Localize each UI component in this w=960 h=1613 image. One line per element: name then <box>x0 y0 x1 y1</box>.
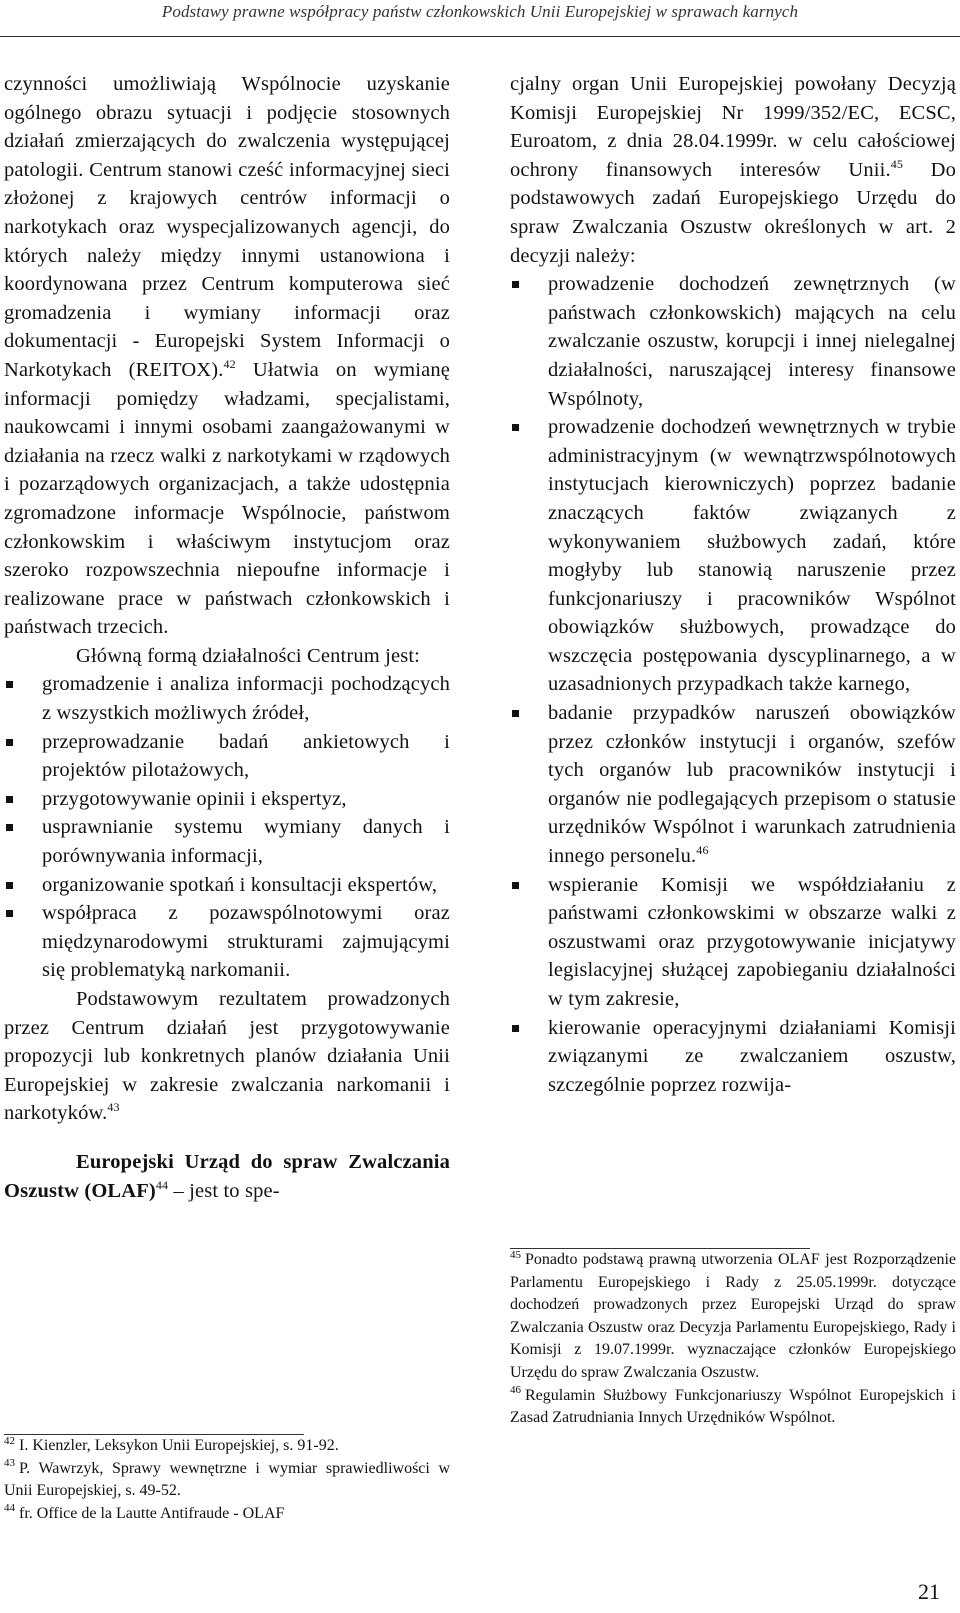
section-heading-tail: – jest to spe- <box>168 1179 280 1202</box>
list-item <box>510 270 956 413</box>
running-header: Podstawy prawne współpracy państw członkowskich Unii Europejskiej w sprawach karnych <box>161 2 799 21</box>
footnote-42 <box>4 1435 450 1458</box>
list-item <box>510 871 956 1014</box>
footnote-text: fr. Office de la Lautte Antifraude - OLAF <box>19 1504 285 1522</box>
left-column <box>4 70 450 1205</box>
footnote-ref-43[interactable]: 43 <box>107 1100 120 1115</box>
footnote-number: 45 <box>510 1248 521 1261</box>
list-item-text: prowadzenie dochodzeń wewnętrznych w trybie administracyjnym (w wewnątrzwspólnotowych instytucjach kierowniczych) poprzez badanie znaczących faktów związanych z wykonywaniem służbowych zadań, które mogłyby lub stanowią naruszenie przez funkcjonariuszy i pracowników Wspólnot obowiązków służbowych, prowadzące do wszczęcia postępowania dyscyplinarnego, a w uzasadnionych przypadkach także karnego, <box>548 416 956 696</box>
olaf-paragraph <box>510 70 956 270</box>
paragraph-1-tail: Ułatwia on wymianę informacji pomiędzy władzami, specjalistami, naukowcami i innymi osobami zaangażowanymi w działania na rzecz walki z narkotykami w rządowych i pozarządowych organizacjach, a także udostępnia zgromadzone informacje Wspólnocie, państwom członkowskim i właściwym instytucjom oraz szeroko rozpowszechnia niepoufne informacje i realizowane prace w państwach członkowskich i państwach trzecich. <box>4 358 450 639</box>
footnote-ref-44[interactable]: 44 <box>155 1177 169 1192</box>
activities-list <box>4 670 450 985</box>
paragraph-3 <box>4 985 450 1128</box>
list-item-text: wspieranie Komisji we współdziałaniu z państwami członkowskimi w obszarze walki z oszustwami oraz przygotowywanie inicjatywy legislacyjnej służącej zapobieganiu działalności w tym zakresie, <box>548 873 956 1010</box>
list-item-text: badanie przypadków naruszeń obowiązków przez członków instytucji i organów, szefów tych organów lub pracowników instytucji i organów nie podlegających przepisom o statusie urzędników Wspólnot i warunkach zatrudnienia innego personelu. <box>548 702 956 868</box>
right-column <box>510 70 956 1099</box>
footnote-number: 42 <box>4 1434 15 1447</box>
right-footnotes <box>510 1248 956 1430</box>
footnote-text: P. Wawrzyk, Sprawy wewnętrzne i wymiar sprawiedliwości w Unii Europejskiej, s. 49-52. <box>4 1459 450 1500</box>
page-number: 21 <box>918 1579 940 1604</box>
list-item: gromadzenie i analiza informacji pochodzących z wszystkich możliwych źródeł, <box>4 670 450 727</box>
list-item: przeprowadzanie badań ankietowych i projektów pilotażowych, <box>4 728 450 785</box>
footnote-44 <box>4 1503 450 1526</box>
paragraph-1 <box>4 70 450 642</box>
footnote-number: 44 <box>4 1502 15 1515</box>
footnote-text: Regulamin Służbowy Funkcjonariuszy Wspólnot Europejskich i Zasad Zatrudniania Innych Urzędników Wspólnot. <box>510 1386 956 1427</box>
header-rule <box>0 36 960 37</box>
section-heading-olaf <box>4 1148 450 1205</box>
paragraph-3-text: Podstawowym rezultatem prowadzonych przez Centrum działań jest przygotowywanie propozycji lub konkretnych planów działania Unii Europejskiej w zakresie zwalczania narkomanii i narkotyków. <box>4 988 450 1125</box>
footnote-ref-45[interactable]: 45 <box>890 156 904 171</box>
footnote-text: Ponadto podstawą prawną utworzenia OLAF jest Rozporządzenie Parlamentu Europejskiego i Rady z 25.05.1999r. dotyczące dochodzeń prowadzonych przez Europejski Urząd do spraw Zwalczania Oszustw oraz Decyzja Parlamentu Europejskiego, Rady i Komisji z 19.07.1999r. wyznaczające członków Europejskiego Urzędu do spraw Zwalczania Oszustw. <box>510 1251 956 1381</box>
list-item: usprawnianie systemu wymiany danych i porównywania informacji, <box>4 813 450 870</box>
section-heading-title: Europejski Urząd do spraw Zwalczania Oszustw (OLAF) <box>4 1150 450 1202</box>
list-item-text: prowadzenie dochodzeń zewnętrznych (w państwach członkowskich) mających na celu zwalczanie oszustw, korupcji i innej nielegalnej działalności, naruszającej interesy finansowe Wspólnoty, <box>548 273 956 410</box>
list-item <box>510 699 956 871</box>
left-footnotes <box>4 1434 450 1525</box>
list-item: współpraca z pozawspólnotowymi oraz międzynarodowymi strukturami zajmującymi się problematyką narkomanii. <box>4 899 450 985</box>
footnote-number: 46 <box>510 1384 521 1397</box>
olaf-paragraph-text: cjalny organ Unii Europejskiej powołany Decyzją Komisji Europejskiej Nr 1999/352/EC, ECSC, Euroatom, z dnia 28.04.1999r. w celu całościowej ochrony finansowych interesów Unii. <box>510 73 956 181</box>
footnote-ref-42[interactable]: 42 <box>223 357 236 372</box>
olaf-paragraph-tail: Do podstawowych zadań Europejskiego Urzędu do spraw Zwalczania Oszustw określonych w art. 2 decyzji należy: <box>510 158 956 267</box>
list-item <box>510 413 956 699</box>
footnote-45 <box>510 1249 956 1385</box>
footnote-ref-46[interactable]: 46 <box>696 843 709 858</box>
paragraph-1-text: czynności umożliwiają Wspólnocie uzyskanie ogólnego obrazu sytuacji i podjęcie stosownych działań zmierzających do zwalczenia występującej patologii. Centrum stanowi cześć informacyjnej sieci złożonej z krajowych centrów informacji o narkotykach oraz wyspecjalizowanych agencji, do których należy między innymi ustanowiona i koordynowana przez Centrum komputerowa sieć gromadzenia i wymiany informacji oraz dokumentacji - Europejski System Informacji o Narkotykach (REITOX). <box>4 73 450 381</box>
footnote-text: I. Kienzler, Leksykon Unii Europejskiej, s. 91-92. <box>19 1437 339 1454</box>
paragraph-2: Główną formą działalności Centrum jest: <box>76 644 421 667</box>
footnote-46 <box>510 1385 956 1430</box>
olaf-tasks-list <box>510 270 956 1099</box>
list-item: przygotowywanie opinii i ekspertyz, <box>4 785 450 814</box>
list-item: organizowanie spotkań i konsultacji ekspertów, <box>4 871 450 900</box>
list-item <box>510 1014 956 1100</box>
list-item-text: kierowanie operacyjnymi działaniami Komisji związanymi ze zwalczaniem oszustw, szczególnie poprzez rozwija- <box>548 1016 956 1096</box>
footnote-43 <box>4 1458 450 1503</box>
footnote-number: 43 <box>4 1457 15 1470</box>
